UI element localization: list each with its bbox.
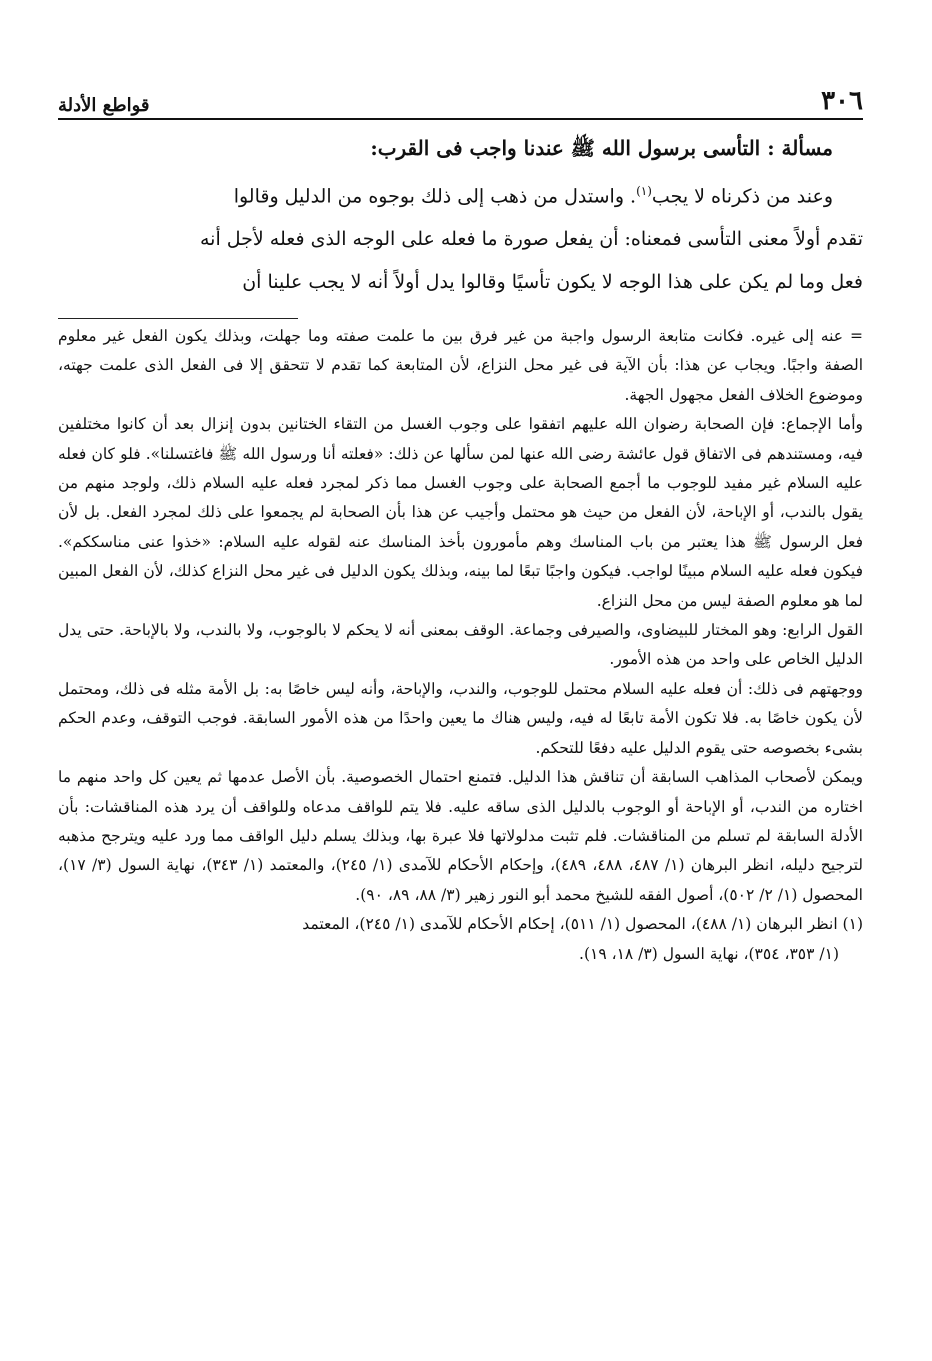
note-paragraph: وأما الإجماع: فإن الصحابة رضوان الله عليهم اتفقوا على وجوب الغسل من التقاء الختانين بدون إنزال بعد أن كانوا مختلفين فيه، ومستندهم فى الاتفاق قول عائشة رضى الله عنها لمن سألها عن ذلك: «فعلته أنا ورسول الله ﷺ فاغتسلنا». فلو كان فعله عليه السلام غير مفيد للوجوب ما أجمع الصحابة على وجوب الغسل مما ذكر لمجرد فعله عليه السلام ذلك، ولوجد منهم من يقول بالندب، أو الإباحة، لأن الفعل من حيث هو محتمل وأجيب عن هذا بأن الصحابة لم يجمعوا على ذلك لمجرد الفعل. بل لأن فعل الرسول ﷺ هذا يعتبر من باب المناسك وهم مأمورون بأخذ المناسك عنه لقوله عليه السلام: «خذوا عنى مناسككم». فيكون فعله عليه السلام مبينًا لواجب. فيكون واجبًا تبعًا لما بينه، وبذلك يكون الدليل فى غير محل النزاع كذلك، لأن الفعل المبين لما هو معلوم الصفة ليس من محل النزاع. [58,415,863,610]
note-paragraph: ووجهتهم فى ذلك: أن فعله عليه السلام محتمل للوجوب، والندب، والإباحة، وأنه ليس خاصًا به: بل الأمة مثله فى ذلك، ومحتمل لأن يكون خاصًا به. فلا تكون الأمة تابعًا له فيه، وليس هناك ما يعين واحدًا من هذه الأمور السابقة. فوجب التوقف، وعدم الحكم بشىء بخصوصه حتى يقوم الدليل عليه دفعًا للتحكم. [58,679,863,757]
note-paragraph: = عنه إلى غيره. فكانت متابعة الرسول واجبة من غير فرق بين ما علمت صفته وما جهلت، وبذلك يكون الفعل غير معلوم الصفة واجبًا. ويجاب عن هذا: بأن الآية فى غير محل النزاع، لأن المتابعة كما تقدم لا تتحقق إلا فى الفعل الذى علمت جهته، وموضوع الخلاف الفعل مجهول الجهة. [58,327,863,404]
running-title: قواطع الأدلة [58,95,150,116]
page-header [58,82,863,116]
footnote-marker[interactable]: (١) [636,184,652,198]
body-line: فعل وما لم يكن على هذا الوجه لا يكون تأسيًا وقالوا يدل أولاً أنه لا يجب علينا أن [242,271,863,294]
body-line-start: وعند من ذكرناه لا يجب [651,185,833,208]
body-line-rest: . واستدل من ذهب إلى ذلك بوجوه من الدليل وقالوا [233,185,637,208]
footnotes [58,322,863,969]
footnote-separator [58,318,298,319]
note-paragraph: ويمكن لأصحاب المذاهب السابقة أن تناقش هذا الدليل. فتمنع احتمال الخصوصية. بأن الأصل عدمها ثم يعين كل واحد منهم ما اختاره من الندب، أو الإباحة أو الوجوب بالدليل الذى ساقه عليه. فلا يتم للواقف مدعاه وللواقف أن يرد هذه المناقشات: بأن الأدلة السابقة لم تسلم من المناقشات. فلم تثبت مدلولاتها فلا عبرة بها، وبذلك يسلم دليل الواقف مما ورد عليه ويترجح مذهبه لترجيح دليله، انظر البرهان (١/ ٤٨٧، ٤٨٨، ٤٨٩)، وإحكام الأحكام للآمدى (١/ ٢٤٥)، والمعتمد (١/ ٣٤٣)، نهاية السول (٣/ ١٧)، المحصول (١/ ٢/ ٥٠٢)، أصول الفقه للشيخ محمد أبو النور زهير (٣/ ٨٨، ٨٩، ٩٠). [58,768,864,904]
body-line: تقدم أولاً معنى التأسى فمعناه: أن يفعل صورة ما فعله على الوجه الذى فعله لأجل أنه [200,228,863,251]
body-line [58,170,863,218]
note-paragraph: القول الرابع: وهو المختار للبيضاوى، والصيرفى وجماعة. الوقف بمعنى أنه لا يحكم لا بالوجوب، ولا بالندب، ولا بالإباحة. حتى يدل الدليل الخاص على واحد من هذه الأمور. [58,621,863,669]
main-text [58,126,863,304]
header-rule [58,118,863,120]
footnote-1-continued: (١/ ٣٥٣، ٣٥٤)، نهاية السول (٣/ ١٨، ١٩). [579,944,839,963]
section-heading: مسألة : التأسى برسول الله ﷺ عندنا واجب فى القرب: [370,136,833,160]
footnote-1: (١) انظر البرهان (١/ ٤٨٨)، المحصول (١/ ٥١١)، إحكام الأحكام للآمدى (١/ ٢٤٥)، المعتمد [302,915,863,934]
page-number: ٣٠٦ [821,86,863,116]
